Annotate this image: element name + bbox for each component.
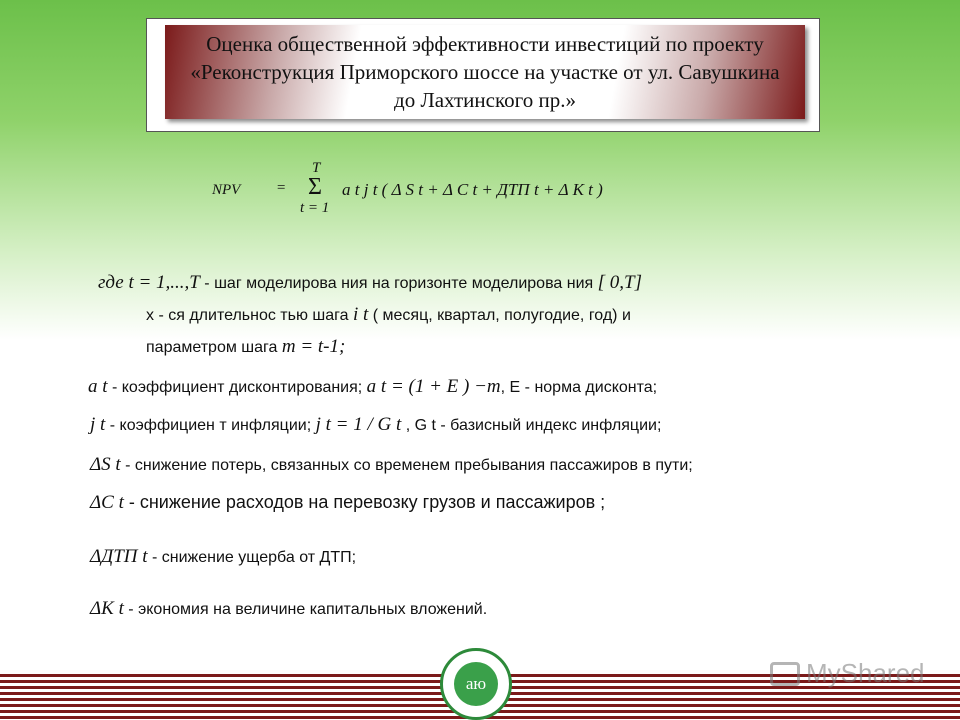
where-step-text: - шаг моделирова ния на горизонте моделирова ния (199, 275, 598, 292)
title-frame (146, 18, 820, 132)
def-discount-sym: a t (88, 376, 108, 397)
def-discount-formula: a t = (1 + E ) −m (366, 376, 501, 397)
where-length-sym: i t (352, 304, 369, 325)
myshared-watermark (770, 658, 925, 689)
def-discount-rate: , E - норма дисконта; (500, 379, 658, 396)
def-discount (88, 376, 657, 398)
def-accident-sym: ΔДТП t (90, 546, 148, 567)
formula-body: a t j t ( Δ S t + Δ C t + ДТП t + Δ K t ) (342, 180, 603, 199)
where-param-text: параметром шага (146, 339, 282, 356)
watermark-text: MyShared (806, 658, 925, 688)
formula-lhs: NPV (212, 182, 241, 198)
def-transport-cost-text: - снижение расходов на перевозку грузов и пассажиров ; (123, 492, 606, 512)
def-accident-damage (90, 546, 356, 568)
where-line-2 (146, 304, 631, 326)
where-param-sym: m = t-1; (281, 336, 346, 357)
def-inflation-index: , G t - базисный индекс инфляции; (401, 417, 662, 434)
def-time-loss-sym: ΔS t (90, 454, 121, 475)
def-time-loss (90, 454, 693, 476)
where-line-3 (146, 336, 345, 358)
where-step-sym: где t = 1,...,T (98, 272, 200, 293)
logo-emblem: аю (454, 662, 498, 706)
npv-formula (212, 160, 732, 222)
formula-eq: = (276, 180, 287, 196)
def-accident-text: - снижение ущерба от ДТП; (147, 549, 357, 566)
def-time-loss-text: - снижение потерь, связанных со временем пребывания пассажиров в пути; (120, 457, 693, 474)
myshared-icon (770, 662, 800, 686)
where-interval: [ 0,T] (597, 272, 642, 293)
def-transport-cost (90, 492, 605, 514)
def-transport-cost-sym: ΔC t (90, 492, 124, 513)
sum-upper: T (312, 160, 321, 176)
def-inflation-formula: j t = 1 / G t (315, 414, 402, 435)
def-inflation (90, 414, 661, 436)
where-line-1 (98, 272, 642, 294)
def-discount-text: - коэффициент дисконтирования; (107, 379, 367, 396)
sum-lower: t = 1 (300, 200, 330, 216)
slide-title: Оценка общественной эффективности инвестиций по проекту «Реконструкция Приморского шоссе на участке от ул. Савушкина до Лахтинского пр.» (190, 32, 780, 112)
def-inflation-sym: j t (90, 414, 106, 435)
def-capital-sym: ΔK t (90, 598, 124, 619)
def-capital-text: - экономия на величине капитальных вложений. (123, 601, 488, 618)
sigma-icon: Σ (308, 174, 322, 200)
title-box (165, 25, 805, 119)
where-length-rest: ( месяц, квартал, полугодие, год) и (368, 307, 631, 324)
university-logo (440, 648, 512, 720)
where-length-text: х - ся длительнос тью шага (146, 307, 353, 324)
def-capital-savings (90, 598, 487, 620)
def-inflation-text: - коэффициен т инфляции; (105, 417, 316, 434)
